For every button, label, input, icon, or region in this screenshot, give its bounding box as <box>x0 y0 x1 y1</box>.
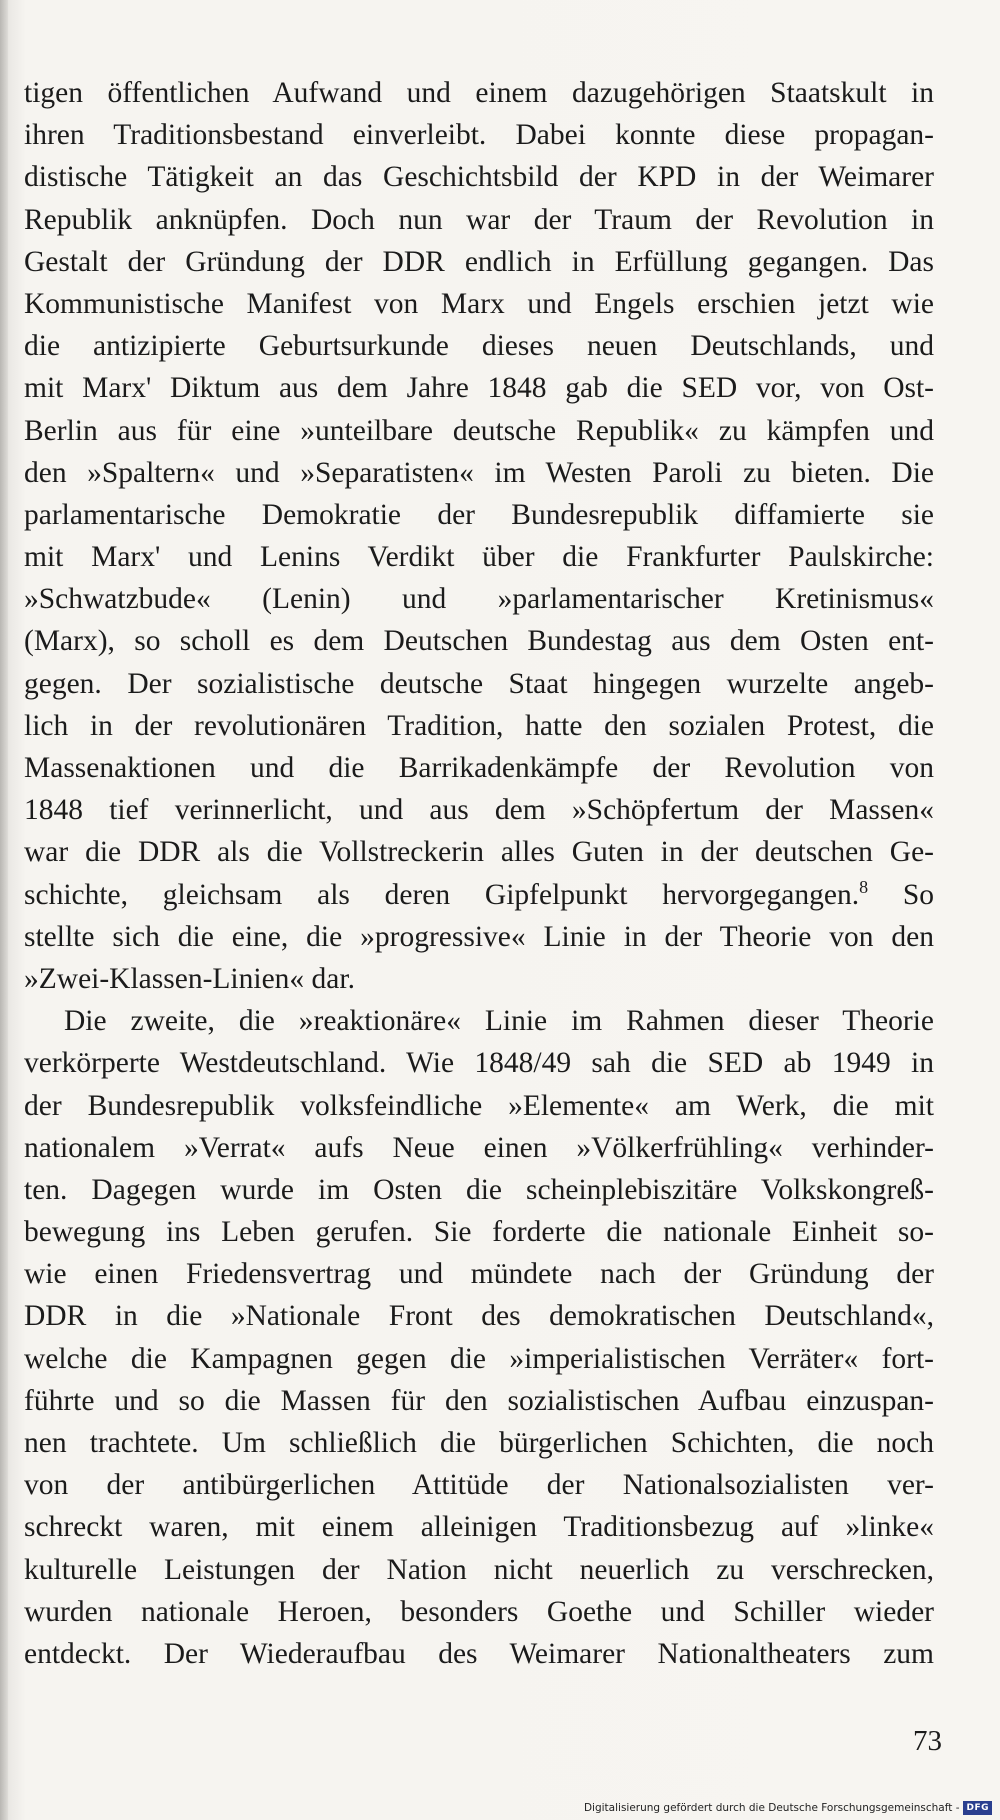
footnote-marker[interactable]: 8 <box>859 876 869 897</box>
text-line: lich in der revolutionären Tradition, hatte den sozialen Protest, die <box>24 709 934 742</box>
page-spine-shadow <box>0 0 8 1820</box>
text-line: »Zwei-Klassen-Linien« dar. <box>24 962 355 995</box>
text-line: wie einen Friedensvertrag und mündete nach der Gründung der <box>24 1258 934 1291</box>
text-line: bewegung ins Leben gerufen. Sie forderte die nationale Einheit so- <box>24 1216 934 1249</box>
text-line: Kommunistische Manifest von Marx und Engels erschien jetzt wie <box>24 287 934 320</box>
text-line: Berlin aus für eine »unteilbare deutsche Republik« zu kämpfen und <box>24 414 934 447</box>
text-line: stellte sich die eine, die »progressive« Linie in der Theorie von den <box>24 920 934 953</box>
text-line: nationalem »Verrat« aufs Neue einen »Völkerfrühling« verhinder- <box>24 1131 934 1164</box>
text-line: von der antibürgerlichen Attitüde der Nationalsozialisten ver- <box>24 1469 934 1502</box>
text-line: tigen öffentlichen Aufwand und einem dazugehörigen Staatskult in <box>24 77 934 109</box>
text-line: war die DDR als die Vollstreckerin alles Guten in der deutschen Ge- <box>24 836 934 869</box>
text-line: »Schwatzbude« (Lenin) und »parlamentarischer Kretinismus« <box>24 583 934 616</box>
text-line: distische Tätigkeit an das Geschichtsbild der KPD in der Weimarer <box>24 161 934 194</box>
body-text <box>24 72 934 1675</box>
text-line: führte und so die Massen für den sozialistischen Aufbau einzuspan- <box>24 1384 934 1417</box>
text-line: schreckt waren, mit einem alleinigen Traditionsbezug auf »linke« <box>24 1511 934 1544</box>
digitization-credit <box>584 1800 992 1816</box>
text-line: parlamentarische Demokratie der Bundesrepublik diffamierte sie <box>24 498 934 531</box>
text-line: verkörperte Westdeutschland. Wie 1848/49 sah die SED ab 1949 in <box>24 1047 934 1080</box>
text-line: den »Spaltern« und »Separatisten« im Westen Paroli zu bieten. Die <box>24 456 934 489</box>
text-line: der Bundesrepublik volksfeindliche »Elemente« am Werk, die mit <box>24 1089 934 1122</box>
text-line: gegen. Der sozialistische deutsche Staat hingegen wurzelte angeb- <box>24 667 934 700</box>
text-line: nen trachtete. Um schließlich die bürgerlichen Schichten, die noch <box>24 1427 934 1459</box>
text-line: Republik anknüpfen. Doch nun war der Traum der Revolution in <box>24 203 934 236</box>
text-line-with-footnote <box>24 874 934 916</box>
text-line: mit Marx' Diktum aus dem Jahre 1848 gab die SED vor, von Ost- <box>24 372 934 405</box>
dfg-logo: DFG <box>963 1801 992 1815</box>
text-line: 1848 tief verinnerlicht, und aus dem »Schöpfertum der Massen« <box>24 794 934 827</box>
page-number: 73 <box>913 1725 942 1757</box>
text-line: DDR in die »Nationale Front des demokratischen Deutschland«, <box>24 1300 934 1333</box>
text-line: mit Marx' und Lenins Verdikt über die Frankfurter Paulskirche: <box>24 541 934 574</box>
text-line: ihren Traditionsbestand einverleibt. Dabei konnte diese propagan- <box>24 119 934 152</box>
text-line: die antizipierte Geburtsurkunde dieses neuen Deutschlands, und <box>24 330 934 363</box>
text-line: Gestalt der Gründung der DDR endlich in Erfüllung gegangen. Das <box>24 245 934 278</box>
text-line: (Marx), so scholl es dem Deutschen Bundestag aus dem Osten ent- <box>24 625 934 658</box>
text-line: welche die Kampagnen gegen die »imperialistischen Verräter« fort- <box>24 1342 934 1375</box>
text-line: entdeckt. Der Wiederaufbau des Weimarer Nationaltheaters zum <box>24 1637 934 1670</box>
text-fragment: schichte, gleichsam als deren Gipfelpunkt hervorgegangen. <box>24 878 860 911</box>
text-fragment: So <box>868 878 934 911</box>
text-line: wurden nationale Heroen, besonders Goethe und Schiller wieder <box>24 1595 934 1628</box>
text-line: ten. Dagegen wurde im Osten die scheinplebiszitäre Volkskongreß- <box>24 1173 934 1206</box>
credit-text: Digitalisierung gefördert durch die Deutsche Forschungsgemeinschaft - <box>583 1802 960 1814</box>
text-line: kulturelle Leistungen der Nation nicht neuerlich zu verschrecken, <box>24 1553 934 1586</box>
text-line: Die zweite, die »reaktionäre« Linie im Rahmen dieser Theorie <box>64 1005 934 1038</box>
text-line: Massenaktionen und die Barrikadenkämpfe der Revolution von <box>24 752 934 784</box>
